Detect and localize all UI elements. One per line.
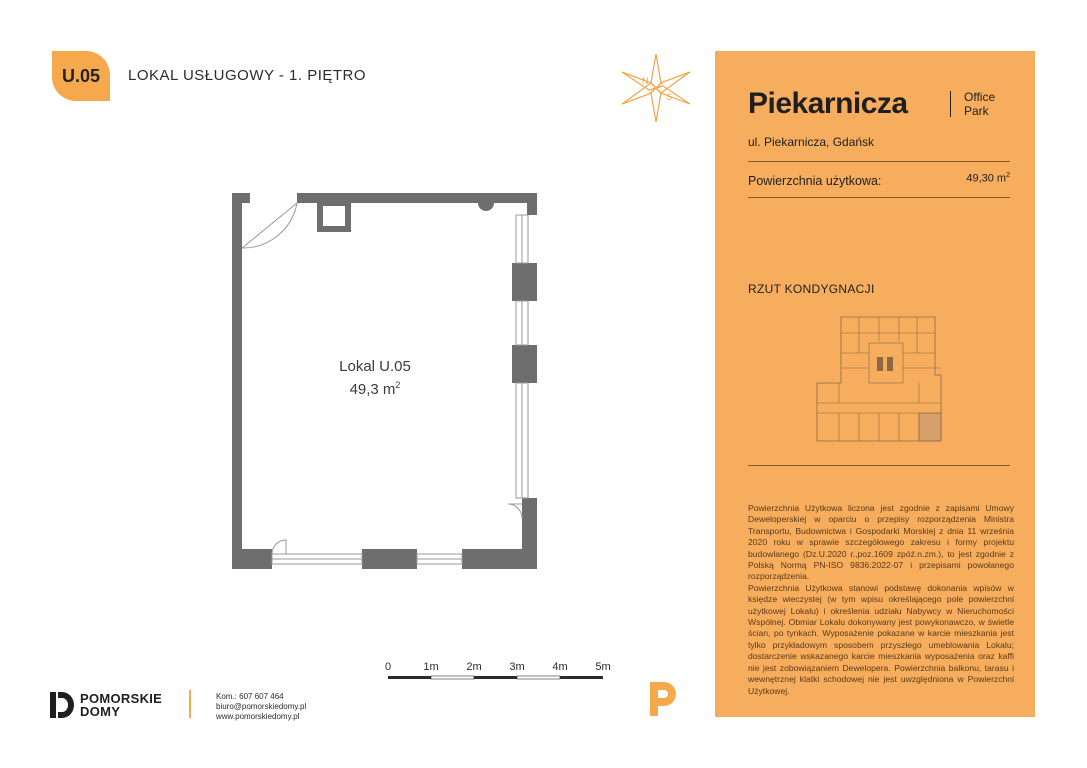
divider-area: [748, 197, 1010, 198]
compass-s: S: [666, 92, 673, 102]
contact-phone: Kom.: 607 607 464: [216, 692, 284, 701]
room-area: [300, 379, 450, 402]
section-title: RZUT KONDYGNACJI: [748, 282, 875, 296]
unit-code-badge: [52, 51, 110, 101]
divider-top: [748, 161, 1010, 162]
divider-keyplan: [748, 465, 1010, 466]
usable-area-value: [966, 172, 1010, 185]
disclaimer-p2: Powierzchnia Użytkowa stanowi podstawę dokonania wpisów w księdze wieczystej (w tym wpisu określającego pole powierzchni użytkowej Lokalu) i określenia udziału Nabywcy w Nieruchomości Wspólnej. Obmiar Lokalu dokonywany jest powykonawczo, w świetle ścian, po tynkach. Wyposażenie pokazane w karcie mieszkania jest tylko przykładowym sposobem przyszłego umeblowania Lokalu; dostarczenie wskazanego karcie mieszkania wyposażenia oraz kaffi nie jest zobowiązaniem Dewelopera. Powierzchnia balkonu, tarasu i wewnętrznej klatki schodowej nie jest uwzględniona w Powierzchni Użytkowej.: [748, 582, 1014, 696]
brand-name: Piekarnicza: [748, 87, 908, 120]
company-line1: POMORSKIE: [80, 691, 163, 706]
brand-separator: [950, 91, 951, 117]
address: ul. Piekarnicza, Gdańsk: [748, 135, 875, 149]
piekarnicza-p-icon: [648, 680, 680, 718]
scale-segments: [388, 676, 603, 679]
brand-sub-line1: Office: [964, 90, 996, 104]
scale-label-4: 4m: [552, 661, 568, 673]
room-label: [300, 356, 450, 401]
disclaimer-p1: Powierzchnia Użytkowa liczona jest zgodnie z zapisami Umowy Deweloperskiej w oparciu o przepisy rozporządzenia Ministra Transportu, Budownictwa i Gospodarki Morskiej z dnia 11 września 2020 roku w sprawie szczegółowego zakresu i formy projektu budowlanego (Dz.U.2020 r.,poz.1609 zpóź.n.zm.), to jest zgodnie z Polską Normą PN-ISO 9836:2022-07 i przepisami powołanego rozporządzenia.: [748, 503, 1014, 582]
info-panel: [715, 51, 1035, 717]
room-area-sup: 2: [395, 379, 401, 390]
compass-n: N: [642, 76, 649, 86]
usable-area-sup: 2: [1006, 172, 1010, 179]
scale-label-3: 3m: [509, 661, 525, 673]
compass-rose-icon: [620, 52, 692, 124]
usable-area-label: Powierzchnia użytkowa:: [748, 174, 882, 188]
contact-email[interactable]: biuro@pomorskiedomy.pl: [216, 702, 307, 711]
unit-title: LOKAL USŁUGOWY - 1. PIĘTRO: [128, 67, 367, 84]
scale-label-0: 0: [384, 661, 392, 673]
scale-label-1: 1m: [423, 661, 439, 673]
key-plan-highlight-unit: [919, 413, 941, 441]
pomorskie-domy-mark-icon: [50, 692, 74, 718]
disclaimer: [748, 503, 1014, 697]
scale-label-5: 5m: [595, 661, 611, 673]
room-area-value: 49,3 m: [349, 380, 396, 398]
company-line2: DOMY: [80, 704, 121, 719]
key-plan: [813, 313, 945, 445]
scale-bar: [384, 658, 611, 684]
company-name: [80, 692, 162, 718]
brand-subtitle: [964, 90, 995, 118]
scale-label-2: 2m: [466, 661, 482, 673]
usable-area-number: 49,30 m: [966, 172, 1007, 185]
contact-info: [216, 692, 306, 722]
brand-sub-line2: Park: [964, 104, 989, 118]
pomorskie-domy-logo: [50, 692, 162, 718]
room-name: Lokal U.05: [339, 358, 411, 375]
footer-divider: [189, 690, 191, 718]
unit-code: U.05: [61, 65, 101, 86]
contact-website[interactable]: www.pomorskiedomy.pl: [216, 712, 300, 721]
